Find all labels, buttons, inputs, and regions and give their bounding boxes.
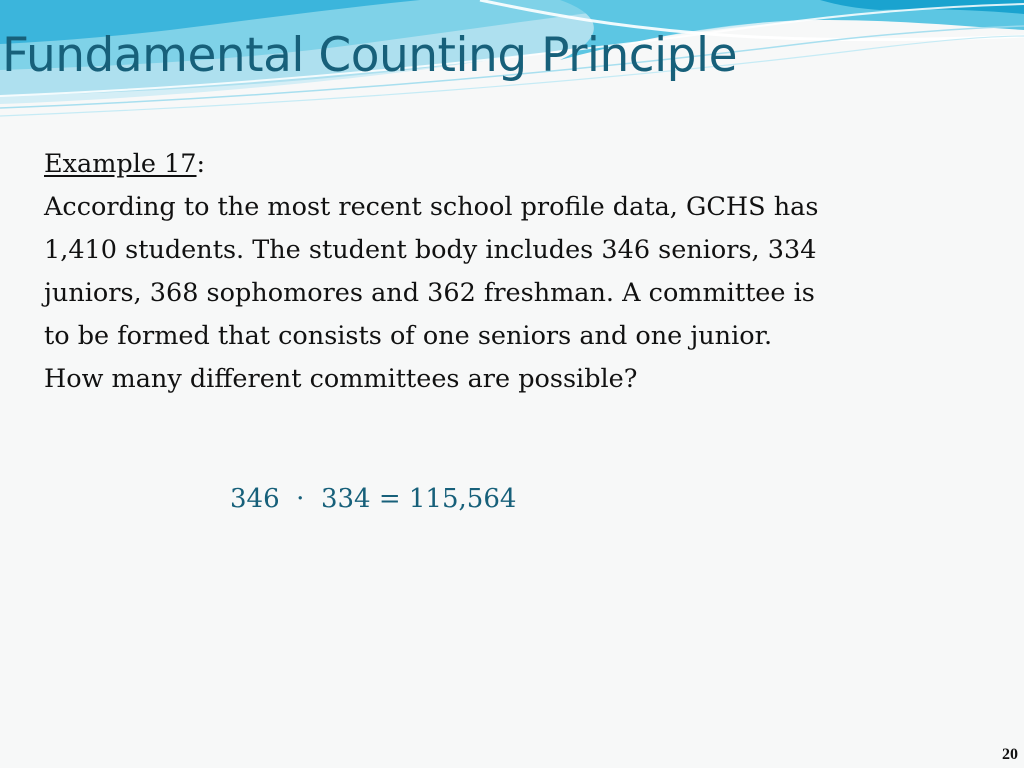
answer-equation: 346 · 334 = 115,564 [230, 484, 517, 514]
question-line: How many different committees are possible? [44, 364, 638, 394]
slide-title: Fundamental Counting Principle [2, 28, 737, 83]
example-label: Example 17 [44, 149, 197, 179]
slide-number: 20 [1002, 746, 1018, 763]
question-line: to be formed that consists of one seniors and one junior. [44, 321, 773, 351]
question-text [44, 186, 994, 401]
question-line: 1,410 students. The student body includes 346 seniors, 334 [44, 235, 817, 265]
example-colon: : [196, 149, 206, 179]
question-line: juniors, 368 sophomores and 362 freshman. A committee is [44, 278, 815, 308]
example-heading [44, 143, 994, 186]
slide-body [44, 143, 994, 401]
question-line: According to the most recent school profile data, GCHS has [44, 192, 819, 222]
